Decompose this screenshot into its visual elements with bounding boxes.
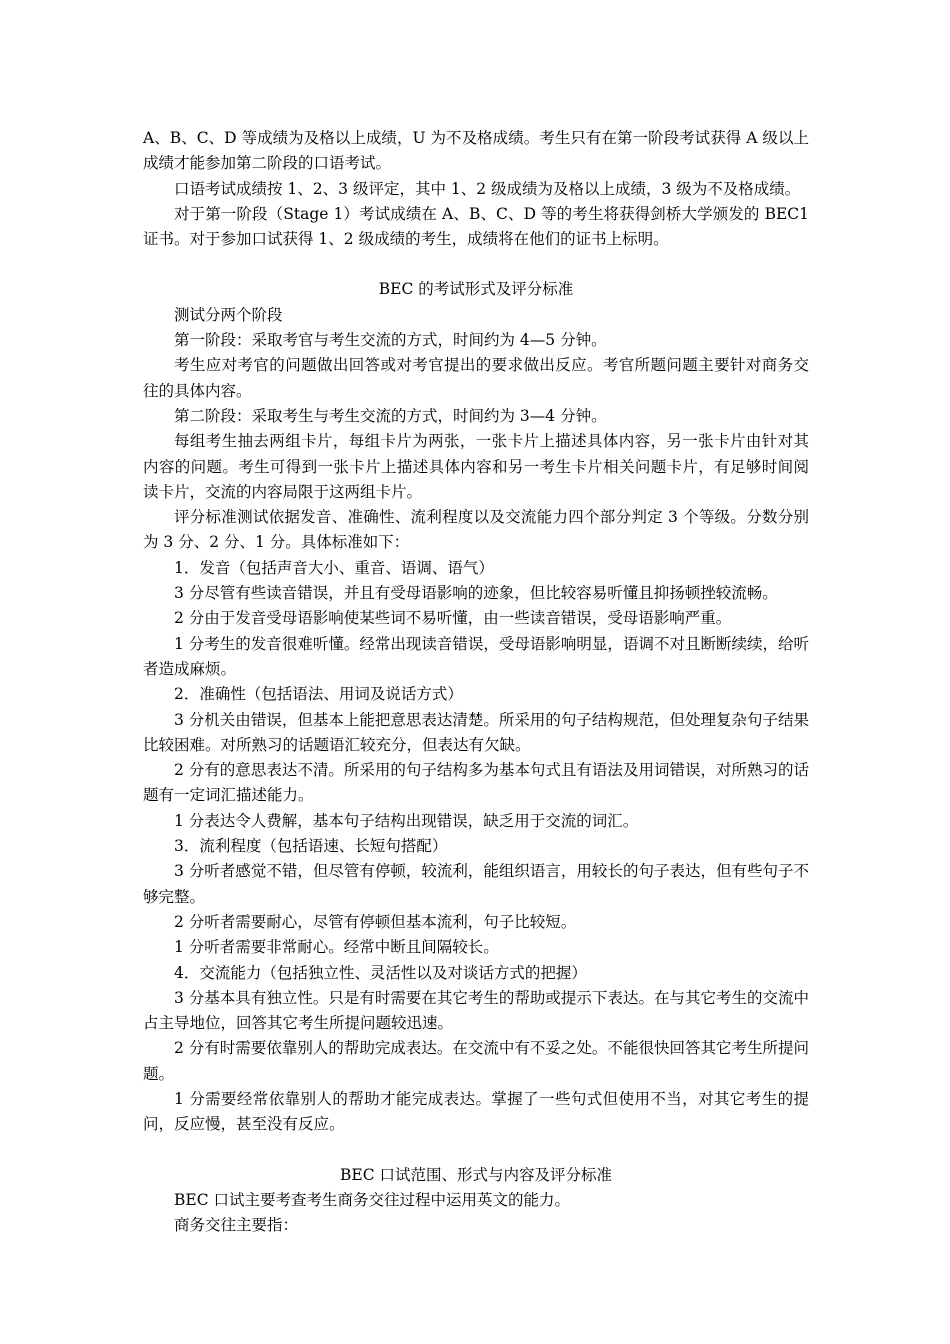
paragraph: 3 分听者感觉不错，但尽管有停顿，较流利，能组织语言，用较长的句子表达，但有些句子不够完整。: [143, 862, 809, 906]
paragraph: 2 分由于发音受母语影响使某些词不易听懂，由一些读音错误，受母语影响严重。: [174, 609, 732, 628]
paragraph-grades-pass: A、B、C、D 等成绩为及格以上成绩，U 为不及格成绩。考生只有在第一阶段考试获得 A 级以上成绩才能参加第二阶段的口语考试。: [143, 129, 809, 173]
list-heading-accuracy: 2．准确性（包括语法、用词及说话方式）: [174, 685, 463, 704]
paragraph: 考生应对考官的问题做出回答或对考官提出的要求做出反应。考官所题问题主要针对商务交往的具体内容。: [143, 356, 809, 400]
section-gap: [143, 1138, 809, 1163]
paragraph: 第一阶段：采取考官与考生交流的方式，时间约为 4—5 分钟。: [174, 331, 607, 350]
paragraph: 2 分听者需要耐心，尽管有停顿但基本流利，句子比较短。: [174, 912, 577, 931]
list-heading-pronunciation: 1．发音（包括声音大小、重音、语调、语气）: [174, 558, 494, 577]
paragraph: 每组考生抽去两组卡片，每组卡片为两张，一张卡片上描述具体内容，另一张卡片由针对其内容的问题。考生可得到一张卡片上描述具体内容和另一考生卡片相关问题卡片，有足够时间阅读卡片，交流的内容局限于这两组卡片。: [143, 432, 809, 501]
paragraph: 3 分尽管有些读音错误，并且有受母语影响的迹象，但比较容易听懂且抑扬顿挫较流畅。: [174, 584, 778, 603]
paragraph: 商务交往主要指：: [174, 1216, 299, 1235]
paragraph: 2 分有时需要依靠别人的帮助完成表达。在交流中有不妥之处。不能很快回答其它考生所提问题。: [143, 1039, 809, 1083]
section-heading-format: BEC 的考试形式及评分标准: [378, 280, 574, 299]
document-page: [143, 126, 809, 1238]
paragraph-oral-grades: 口语考试成绩按 1、2、3 级评定，其中 1、2 级成绩为及格以上成绩，3 级为不及格成绩。: [174, 179, 801, 198]
section-gap: [143, 252, 809, 277]
paragraph: 测试分两个阶段: [174, 305, 283, 324]
section-heading-oral-scope: BEC 口试范围、形式与内容及评分标准: [340, 1165, 612, 1184]
list-heading-communication: 4．交流能力（包括独立性、灵活性以及对谈话方式的把握）: [174, 963, 587, 982]
paragraph: 1 分需要经常依靠别人的帮助才能完成表达。掌握了一些句式但使用不当，对其它考生的提问，反应慢，甚至没有反应。: [143, 1089, 809, 1134]
paragraph: 第二阶段：采取考生与考生交流的方式，时间约为 3—4 分钟。: [174, 406, 607, 425]
paragraph: 1 分听者需要非常耐心。经常中断且间隔较长。: [174, 938, 499, 957]
paragraph: 2 分有的意思表达不清。所采用的句子结构多为基本句式且有语法及用词错误，对所熟习的话题有一定词汇描述能力。: [143, 761, 809, 805]
paragraph: 3 分机关由错误，但基本上能把意思表达清楚。所采用的句子结构规范，但处理复杂句子结果比较困难。对所熟习的话题语汇较充分，但表达有欠缺。: [143, 710, 809, 754]
paragraph: BEC 口试主要考查考生商务交往过程中运用英文的能力。: [174, 1190, 570, 1209]
paragraph: 1 分表达令人费解，基本句子结构出现错误，缺乏用于交流的词汇。: [174, 811, 639, 830]
list-heading-fluency: 3．流利程度（包括语速、长短句搭配）: [174, 837, 448, 856]
paragraph: 评分标准测试依据发音、准确性、流利程度以及交流能力四个部分判定 3 个等级。分数分别为 3 分、2 分、1 分。具体标准如下：: [143, 508, 809, 552]
paragraph: 3 分基本具有独立性。只是有时需要在其它考生的帮助或提示下表达。在与其它考生的交流中占主导地位，回答其它考生所提问题较迅速。: [143, 988, 809, 1033]
paragraph: 1 分考生的发音很难听懂。经常出现读音错误，受母语影响明显，语调不对且断断续续，给听者造成麻烦。: [143, 634, 809, 678]
paragraph-certificate: 对于第一阶段（Stage 1）考试成绩在 A、B、C、D 等的考生将获得剑桥大学颁发的 BEC1 证书。对于参加口试获得 1、2 级成绩的考生，成绩将在他们的证书上标明。: [143, 204, 809, 249]
